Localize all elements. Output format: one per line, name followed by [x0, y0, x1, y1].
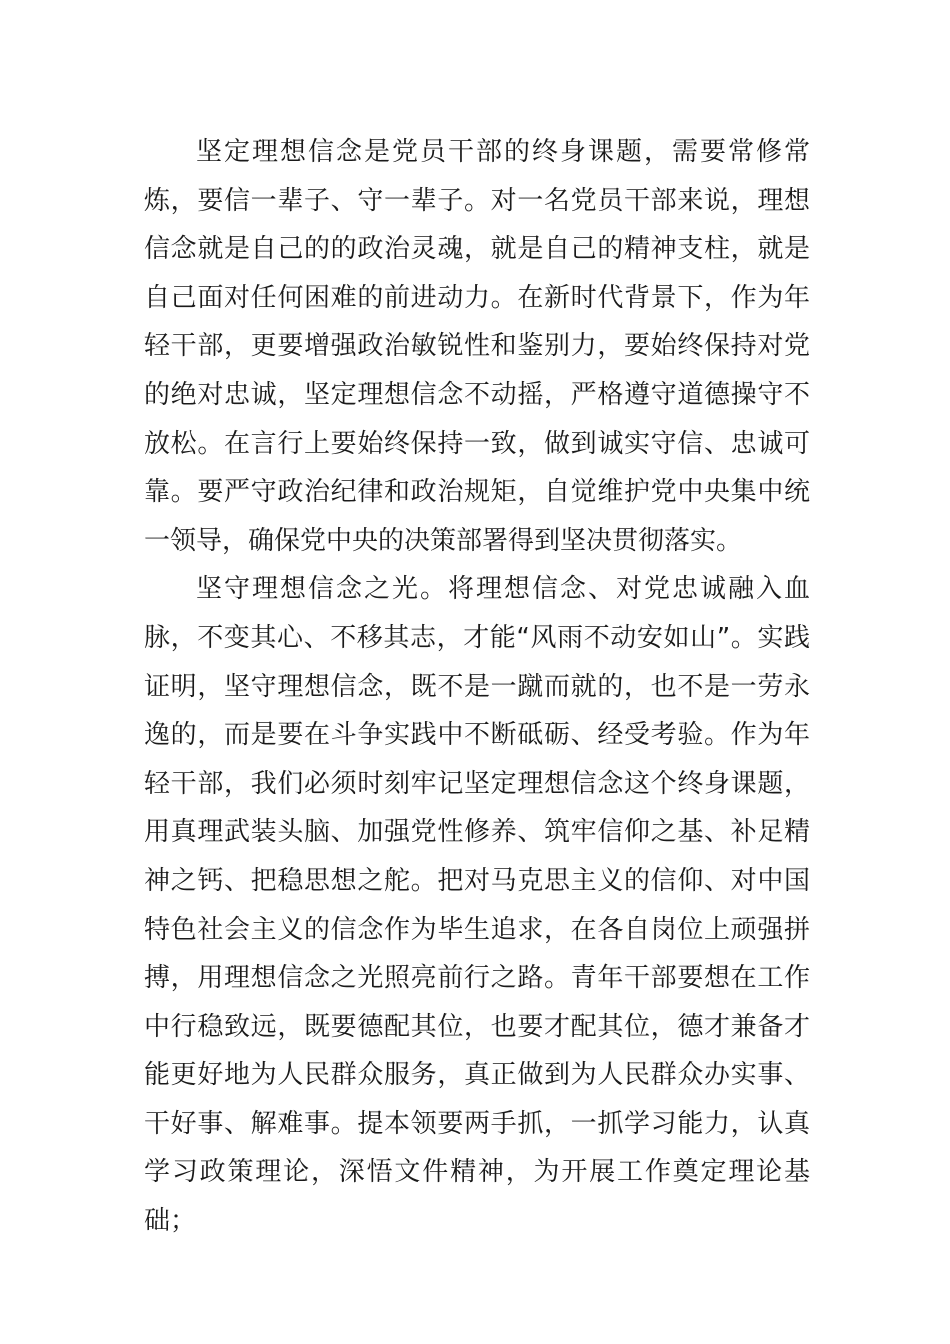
paragraph-1: 坚定理想信念是党员干部的终身课题，需要常修常炼，要信一辈子、守一辈子。对一名党员干部来说，理想信念就是自己的的政治灵魂，就是自己的精神支柱，就是自己面对任何困难的前进动力。在新时代背景下，作为年轻干部，更要增强政治敏锐性和鉴别力，要始终保持对党的绝对忠诚，坚定理想信念不动摇，严格遵守道德操守不放松。在言行上要始终保持一致，做到诚实守信、忠诚可靠。要严守政治纪律和政治规矩，自觉维护党中央集中统一领导，确保党中央的决策部署得到坚决贯彻落实。 — [144, 137, 810, 556]
document-body — [144, 128, 810, 1246]
paragraph-2: 坚守理想信念之光。将理想信念、对党忠诚融入血脉，不变其心、不移其志，才能“风雨不动安如山”。实践证明，坚守理想信念，既不是一蹴而就的，也不是一劳永逸的，而是要在斗争实践中不断砥砺、经受考验。作为年轻干部，我们必须时刻牢记坚定理想信念这个终身课题，用真理武装头脑、加强党性修养、筑牢信仰之基、补足精神之钙、把稳思想之舵。把对马克思主义的信仰、对中国特色社会主义的信念作为毕生追求，在各自岗位上顽强拼搏，用理想信念之光照亮前行之路。青年干部要想在工作中行稳致远，既要德配其位，也要才配其位，德才兼备才能更好地为人民群众服务，真正做到为人民群众办实事、干好事、解难事。提本领要两手抓，一抓学习能力，认真学习政策理论，深悟文件精神，为开展工作奠定理论基础； — [144, 574, 810, 1237]
